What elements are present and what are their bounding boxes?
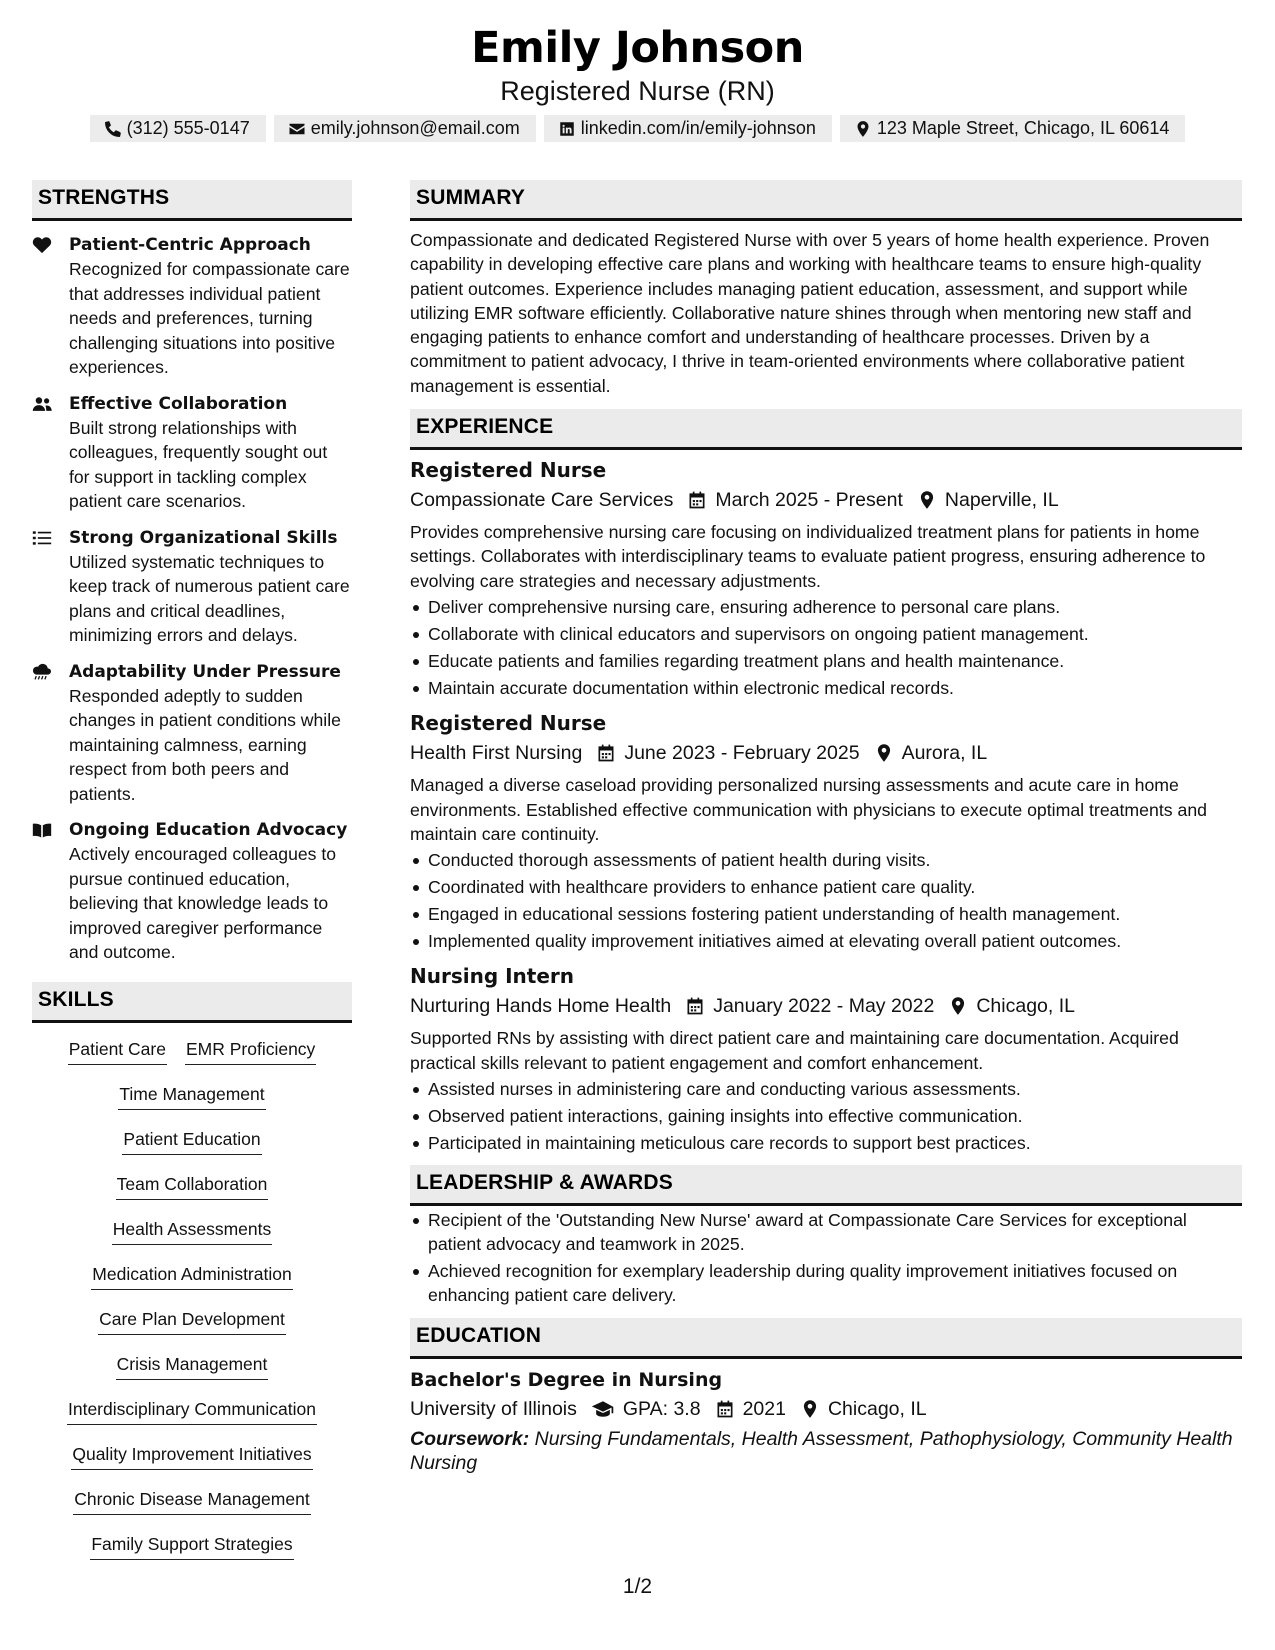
map-pin-icon: [800, 1399, 820, 1419]
awards-list: [410, 1208, 1242, 1308]
map-pin-icon: [917, 490, 937, 510]
book-open-icon: [32, 821, 52, 839]
street-address: 123 Maple Street, Chicago, IL 60614: [876, 118, 1170, 138]
job-meta: [410, 991, 1242, 1021]
school-location: Chicago, IL: [827, 1397, 927, 1420]
job-dates: June 2023 - February 2025: [624, 742, 860, 765]
skill-tag: Crisis Management: [116, 1352, 269, 1380]
summary-text: Compassionate and dedicated Registered Nurse with over 5 years of home health experience. Proven capability in developing effective care plans and working with healthcare teams to ensure high-quality patient outcomes. Experience includes managing patient education, assessment, and support while utilizing EMR software efficiently. Collaborative nature shines through when mentoring new staff and engaging patients to enhance comfort and understanding of healthcare processes. Driven by a commitment to patient advocacy, I thrive in team-oriented environments where collaborative patient management is essential.: [410, 230, 1210, 396]
skill-tag: Time Management: [118, 1082, 265, 1110]
contact-bar: [0, 115, 1275, 142]
candidate-title: Registered Nurse (RN): [500, 76, 775, 106]
job-description: Managed a diverse caseload providing personalized nursing assessments and acute care in home environments. Established effective communication with physicians to execute optimal treatments and maintain care continuity.: [410, 775, 1207, 844]
calendar-icon: [687, 490, 707, 510]
cloud-rain-icon: [32, 663, 52, 681]
bullet-item: Conducted thorough assessments of patient health during visits.: [410, 848, 1242, 872]
coursework-list: Nursing Fundamentals, Health Assessment, Pathophysiology, Community Health Nursing: [410, 1427, 1233, 1475]
degree-title: Bachelor's Degree in Nursing: [410, 1368, 723, 1391]
job-bullets: [410, 1077, 1242, 1155]
page-number: 1/2: [622, 1575, 653, 1598]
company-name: Compassionate Care Services: [410, 489, 674, 512]
strength-item: [32, 526, 352, 648]
phone-number: (312) 555-0147: [126, 118, 250, 138]
skill-tag: Team Collaboration: [116, 1172, 269, 1200]
map-pin-icon: [948, 996, 968, 1016]
job-description: Provides comprehensive nursing care focusing on individualized treatment plans for patients in home settings. Collaborates with interdisciplinary teams to evaluate patient progress, ensuring adherence to evolving care strategies and necessary adjustments.: [410, 522, 1206, 591]
skill-tag: Care Plan Development: [98, 1307, 286, 1335]
resume-header: [0, 22, 1275, 142]
strength-title: Effective Collaboration: [69, 393, 288, 414]
email-address: emily.johnson@email.com: [310, 118, 520, 138]
coursework: [410, 1427, 1242, 1476]
job-title: Nursing Intern: [410, 964, 575, 989]
strengths-heading: STRENGTHS: [32, 180, 352, 221]
job-location: Chicago, IL: [976, 995, 1075, 1018]
company-name: Health First Nursing: [410, 742, 583, 765]
strength-description: Utilized systematic techniques to keep track of numerous patient care plans and critical deadlines, minimizing errors and delays.: [69, 551, 350, 645]
map-pin-icon: [854, 120, 872, 138]
bullet-item: Observed patient interactions, gaining insights into effective communication.: [410, 1104, 1242, 1128]
graduation-year: 2021: [742, 1397, 786, 1420]
candidate-name: Emily Johnson: [471, 23, 804, 73]
job-entry: [410, 709, 1242, 953]
job-bullets: [410, 848, 1242, 953]
phone-icon: [104, 120, 122, 138]
strength-title: Ongoing Education Advocacy: [69, 820, 348, 840]
strength-item: [32, 233, 352, 380]
bullet-item: Implemented quality improvement initiatives aimed at elevating overall patient outcomes.: [410, 929, 1242, 953]
strength-item: [32, 660, 352, 807]
job-location: Naperville, IL: [944, 489, 1059, 512]
award-item: Achieved recognition for exemplary leadership during quality improvement initiatives focused on enhancing patient care delivery.: [410, 1259, 1242, 1308]
gpa: GPA: 3.8: [622, 1397, 701, 1420]
contact-address[interactable]: [840, 115, 1186, 142]
bullet-item: Assisted nurses in administering care and conducting various assessments.: [410, 1077, 1242, 1101]
bullet-item: Participated in maintaining meticulous care records to support best practices.: [410, 1131, 1242, 1155]
job-description: Supported RNs by assisting with direct patient care and maintaining care documentation. Acquired practical skills relevant to patient engagement and comfort enhancement.: [410, 1028, 1179, 1073]
strength-item: [32, 392, 352, 514]
experience-heading: EXPERIENCE: [410, 409, 1242, 450]
bullet-item: Coordinated with healthcare providers to enhance patient care quality.: [410, 875, 1242, 899]
contact-email[interactable]: [274, 115, 536, 142]
award-item: Recipient of the 'Outstanding New Nurse' award at Compassionate Care Services for exceptional patient advocacy and teamwork in 2025.: [410, 1208, 1242, 1257]
left-column: [32, 180, 352, 1577]
right-column: [410, 180, 1242, 1476]
school-name: University of Illinois: [410, 1397, 577, 1420]
calendar-icon: [596, 743, 616, 763]
graduation-cap-icon: [591, 1399, 615, 1419]
skill-tag: EMR Proficiency: [185, 1037, 316, 1065]
skills-list: [32, 1037, 352, 1577]
strength-title: Adaptability Under Pressure: [69, 661, 341, 682]
bullet-item: Deliver comprehensive nursing care, ensuring adherence to personal care plans.: [410, 595, 1242, 619]
education-meta: [410, 1394, 1242, 1424]
skill-tag: Patient Care: [68, 1037, 167, 1065]
skill-tag: Medication Administration: [91, 1262, 292, 1290]
bullet-item: Engaged in educational sessions fostering patient understanding of health management.: [410, 902, 1242, 926]
heart-icon: [32, 236, 52, 254]
skill-tag: Chronic Disease Management: [73, 1487, 310, 1515]
skills-heading: SKILLS: [32, 982, 352, 1023]
job-title: Registered Nurse: [410, 458, 607, 483]
education-heading: EDUCATION: [410, 1318, 1242, 1359]
users-icon: [32, 395, 52, 413]
awards-heading: LEADERSHIP & AWARDS: [410, 1165, 1242, 1206]
strength-description: Recognized for compassionate care that addresses individual patient needs and preferences, turning challenging situations into positive experiences.: [69, 259, 350, 377]
bullet-item: Educate patients and families regarding treatment plans and health maintenance.: [410, 649, 1242, 673]
strength-item: [32, 818, 352, 965]
job-location: Aurora, IL: [901, 742, 988, 765]
job-entry: [410, 962, 1242, 1155]
skill-tag: Family Support Strategies: [90, 1532, 293, 1560]
strength-description: Actively encouraged colleagues to pursue continued education, believing that knowledge leads to improved caregiver performance and outcome.: [69, 844, 337, 962]
skill-tag: Interdisciplinary Communication: [67, 1397, 317, 1425]
company-name: Nurturing Hands Home Health: [410, 995, 672, 1018]
linkedin-url: linkedin.com/in/emily-johnson: [580, 118, 816, 138]
job-meta: [410, 485, 1242, 515]
summary-heading: SUMMARY: [410, 180, 1242, 221]
bullet-item: Maintain accurate documentation within electronic medical records.: [410, 676, 1242, 700]
coursework-label: Coursework:: [410, 1427, 530, 1450]
contact-linkedin[interactable]: [544, 115, 832, 142]
job-bullets: [410, 595, 1242, 700]
job-entry: [410, 456, 1242, 700]
envelope-icon: [288, 120, 306, 138]
skill-tag: Health Assessments: [112, 1217, 273, 1245]
strength-description: Built strong relationships with colleagues, frequently sought out for support in tackling complex patient care scenarios.: [69, 417, 328, 511]
linkedin-icon: [558, 120, 576, 138]
bullet-item: Collaborate with clinical educators and supervisors on ongoing patient management.: [410, 622, 1242, 646]
job-meta: [410, 738, 1242, 768]
job-dates: January 2022 - May 2022: [713, 995, 935, 1018]
skill-tag: Patient Education: [122, 1127, 261, 1155]
job-title: Registered Nurse: [410, 711, 607, 736]
contact-phone[interactable]: [90, 115, 266, 142]
strengths-list: [32, 233, 352, 965]
calendar-icon: [715, 1399, 735, 1419]
list-icon: [32, 529, 52, 547]
skill-tag: Quality Improvement Initiatives: [71, 1442, 312, 1470]
calendar-icon: [685, 996, 705, 1016]
job-dates: March 2025 - Present: [715, 489, 903, 512]
strength-description: Responded adeptly to sudden changes in patient conditions while maintaining calmness, earning respect from both peers and patients.: [69, 685, 341, 804]
strength-title: Patient-Centric Approach: [69, 235, 311, 255]
strength-title: Strong Organizational Skills: [69, 527, 338, 548]
map-pin-icon: [874, 743, 894, 763]
